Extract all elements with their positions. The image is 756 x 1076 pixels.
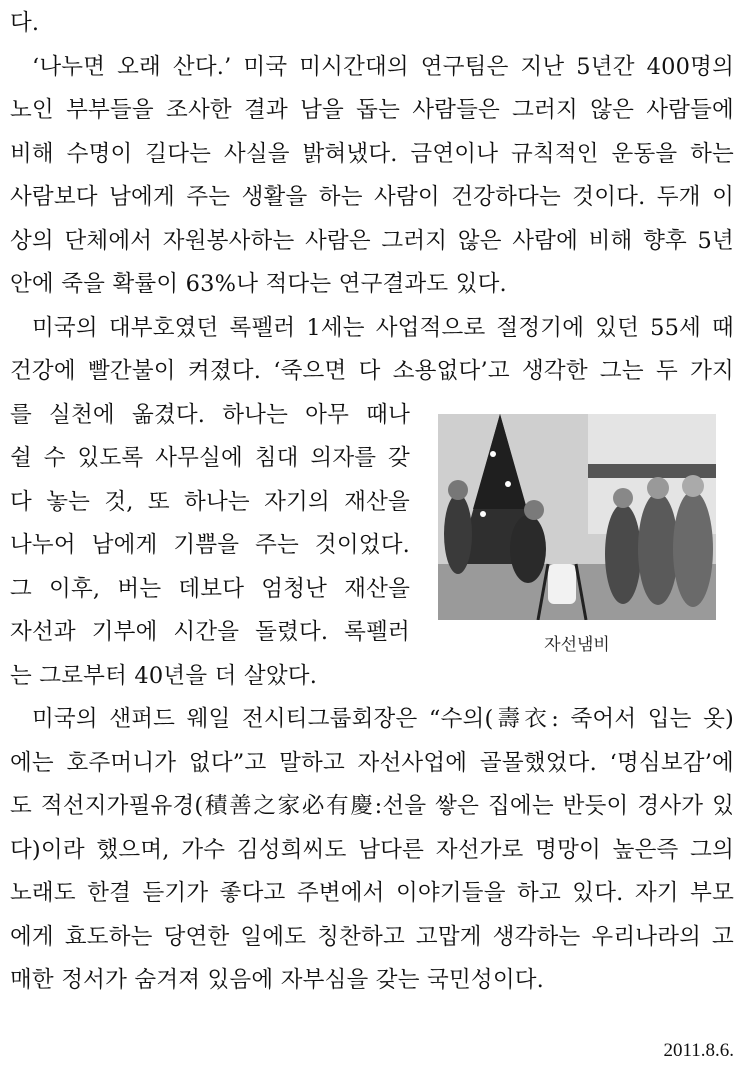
text-line: 나누어 남에게 기쁨을 주는 것이었다. [10,532,410,558]
text-line: 노인 부부들을 조사한 결과 남을 돕는 사람들은 그러지 않은 사람들에 [10,97,734,123]
document-date: 2011.8.6. [663,1040,734,1061]
text-line: 쉴 수 있도록 사무실에 침대 의자를 갖 [10,445,410,471]
photo-illustration [438,414,716,620]
text-line: 도 적선지가필유경(積善之家必有慶:선을 쌓은 집에는 반듯이 경사가 있 [10,793,734,819]
paragraph-2 [10,307,734,699]
text-line: 건강에 빨간불이 켜졌다. ‘죽으면 다 소용없다’고 생각한 그는 두 가지 [10,358,734,384]
paragraph-0 [10,2,734,46]
text-line: 노래도 한결 듣기가 좋다고 주변에서 이야기들을 하고 있다. 자기 부모 [10,880,734,906]
text-line: 상의 단체에서 자원봉사하는 사람은 그러지 않은 사람에 비해 향후 5년 [10,227,734,254]
text-line: 미국의 샌퍼드 웨일 전시티그룹회장은 “수의(壽衣: 죽어서 입는 옷) [32,706,734,732]
text-line: 다)이라 했으며, 가수 김성희씨도 남다른 자선가로 명망이 높은즉 그의 [10,836,734,863]
charity-kettle-photo [438,414,716,620]
text-line: 다. [10,10,40,36]
text-line: 다 놓는 것, 또 하나는 자기의 재산을 [10,488,410,515]
text-line: 자선과 기부에 시간을 돌렸다. 록펠러 [10,619,410,645]
text-line: 에게 효도하는 당연한 일에도 칭찬하고 고맙게 생각하는 우리나라의 고 [10,923,734,950]
text-line: 비해 수명이 길다는 사실을 밝혀냈다. 금연이나 규칙적인 운동을 하는 [10,140,734,167]
text-line: 매한 정서가 숨겨져 있음에 자부심을 갖는 국민성이다. [10,967,545,993]
text-line: 미국의 대부호였던 록펠러 1세는 사업적으로 절정기에 있던 55세 때 [32,314,734,341]
paragraph-3 [10,698,734,1003]
photo-caption: 자선냄비 [544,634,610,655]
paragraph-1 [10,46,734,307]
text-line: 사람보다 남에게 주는 생활을 하는 사람이 건강하다는 것이다. 두개 이 [10,184,734,210]
text-line: 에는 호주머니가 없다”고 말하고 자선사업에 골몰했었다. ‘명심보감’에 [10,749,734,776]
text-line: 그 이후, 버는 데보다 엄청난 재산을 [10,575,410,602]
text-line: ‘나누면 오래 산다.’ 미국 미시간대의 연구팀은 지난 5년간 400명의 [32,53,734,80]
text-line: 를 실천에 옮겼다. 하나는 아무 때나 [10,401,410,428]
wrapped-text-with-photo [10,394,734,699]
text-line: 는 그로부터 40년을 더 살았다. [10,662,318,689]
text-line: 안에 죽을 확률이 63%나 적다는 연구결과도 있다. [10,271,507,297]
